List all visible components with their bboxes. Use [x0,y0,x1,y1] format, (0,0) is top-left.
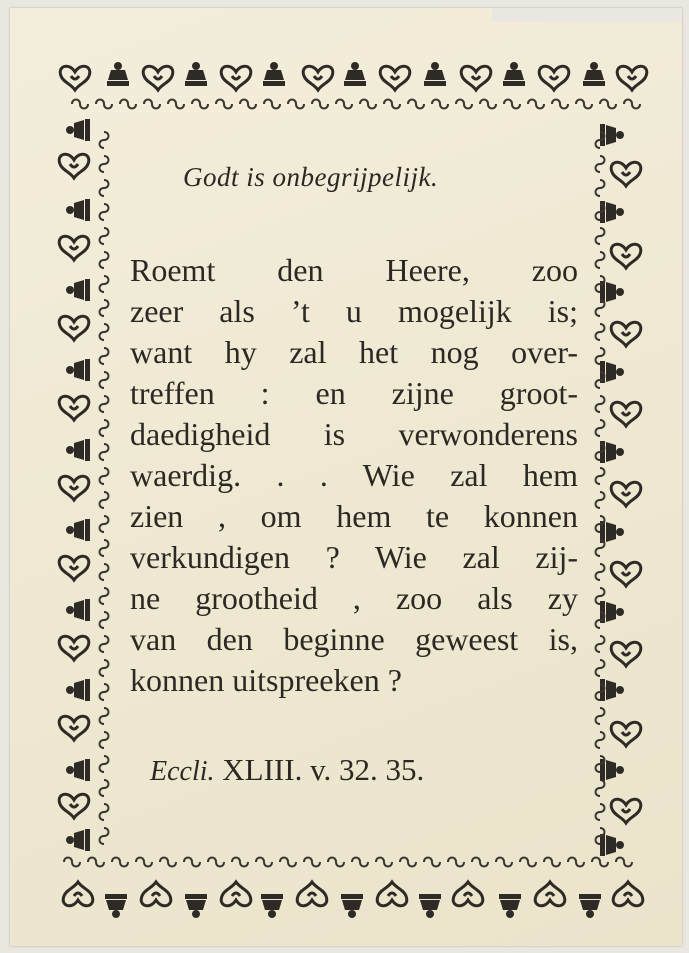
verse-line: daedigheid is verwonderens [130,416,578,452]
border-bottom [63,858,643,919]
verse-line: want hy zal het nog over- [130,334,578,370]
verse-line: zeer als ’t u mogelijk is; [130,293,578,329]
verse-line: zien , om hem te konnen [130,498,578,534]
verse-line: verkundigen ? Wie zal zij- [130,539,578,575]
citation [150,752,570,788]
verse-line: Roemt den Heere, zoo [130,252,578,288]
verse-line: van den beginne geweest is, [130,621,578,657]
verse-line: waerdig. . . Wie zal hem [130,457,578,493]
card-title: Godt is onbegrijpelijk. [183,162,439,192]
border-left [59,119,108,851]
citation-book: Eccli. [150,756,215,787]
border-right [596,124,641,856]
citation-reference: XLIII. v. 32. 35. [222,752,425,787]
verse-line: konnen uitspreeken ? [130,662,402,698]
verse-line: treffen : en zijne groot- [130,375,578,411]
border-top [60,62,647,109]
verse-line: ne grootheid , zoo als zy [130,580,578,616]
